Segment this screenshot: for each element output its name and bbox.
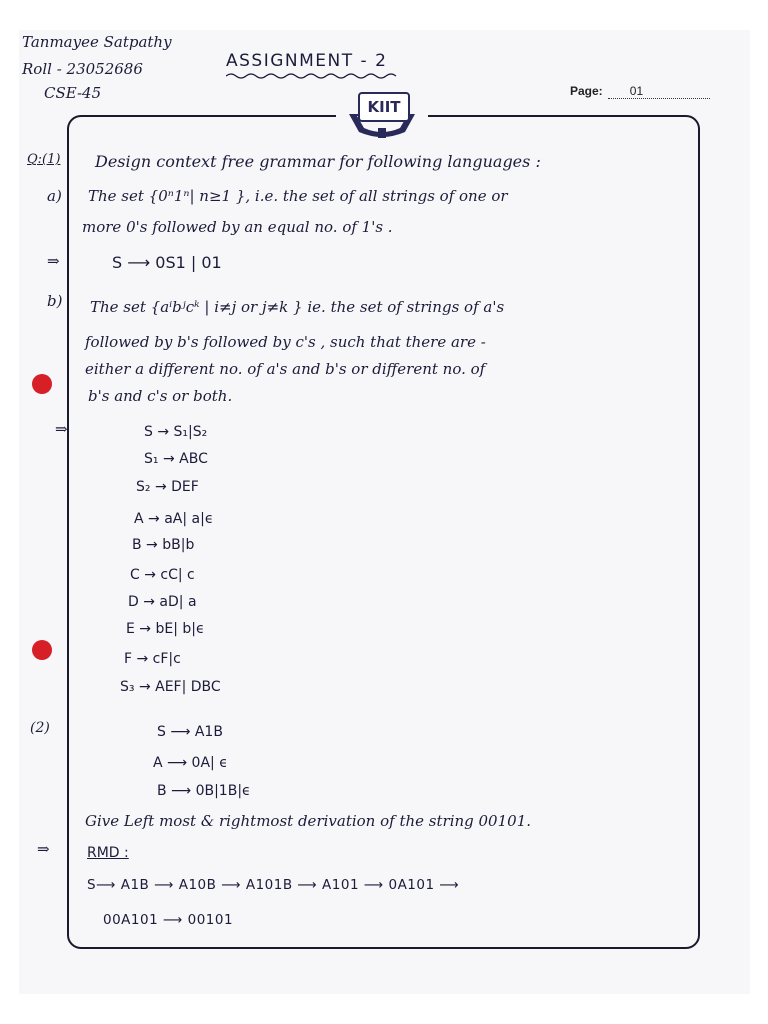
part-a-label: a) (47, 187, 62, 205)
part-b-line-1: The set {aⁱbʲcᵏ | i≠j or j≠k } ie. the set of strings of a's (90, 298, 505, 316)
part-b-line-2: followed by b's followed by c's , such that there are - (85, 333, 486, 351)
question-2-prompt: Give Left most & rightmost derivation of the string 00101. (85, 812, 532, 830)
part-b-arrow: ⇒ (55, 420, 68, 438)
red-marker-dot (32, 374, 52, 394)
part-b-line-4: b's and c's or both. (88, 387, 233, 405)
production-line: S₂ → DEF (136, 479, 199, 495)
part-a-line-2: more 0's followed by an equal no. of 1's . (82, 218, 393, 236)
q2-production-line: A ⟶ 0A| ϵ (153, 755, 228, 771)
production-line: D → aD| a (128, 594, 197, 610)
rmd-derivation-line-1: S⟶ A1B ⟶ A10B ⟶ A101B ⟶ A101 ⟶ 0A101 ⟶ (87, 877, 460, 893)
question-1-number: Q:(1) (27, 152, 61, 167)
part-b-label: b) (47, 292, 63, 310)
page-label: Page: (570, 84, 603, 98)
roll-number: Roll - 23052686 (22, 60, 143, 78)
rmd-derivation-line-2: 00A101 ⟶ 00101 (103, 912, 234, 928)
red-marker-dot (32, 640, 52, 660)
rmd-label: RMD : (87, 845, 129, 861)
section: CSE-45 (44, 84, 102, 102)
title-underline (226, 72, 398, 80)
production-line: C → cC| c (130, 567, 195, 583)
production-line: S → S₁|S₂ (144, 424, 208, 440)
assignment-title: ASSIGNMENT - 2 (226, 51, 388, 71)
page-number: 01 (608, 84, 710, 99)
production-line: S₃ → AEF| DBC (120, 679, 221, 695)
production-line: F → cF|c (124, 651, 181, 667)
question-2-number: (2) (30, 720, 50, 736)
part-a-arrow: ⇒ (47, 252, 60, 270)
kiit-logo: KIIT (358, 92, 410, 122)
production-line: B → bB|b (132, 537, 195, 553)
production-line: S₁ → ABC (144, 451, 208, 467)
part-a-line-1: The set {0ⁿ1ⁿ| n≥1 }, i.e. the set of all strings of one or (88, 187, 508, 205)
part-a-answer: S ⟶ 0S1 | 01 (112, 253, 222, 272)
q2-production-line: S ⟶ A1B (157, 724, 223, 740)
student-name: Tanmayee Satpathy (22, 33, 172, 51)
page-field (570, 80, 710, 99)
q2-answer-arrow: ⇒ (37, 840, 50, 858)
production-line: A → aA| a|ϵ (134, 511, 214, 527)
part-b-line-3: either a different no. of a's and b's or different no. of (85, 360, 486, 378)
production-line: E → bE| b|ϵ (126, 621, 205, 637)
q2-production-line: B ⟶ 0B|1B|ϵ (157, 783, 251, 799)
question-1-prompt: Design context free grammar for following languages : (95, 152, 541, 171)
